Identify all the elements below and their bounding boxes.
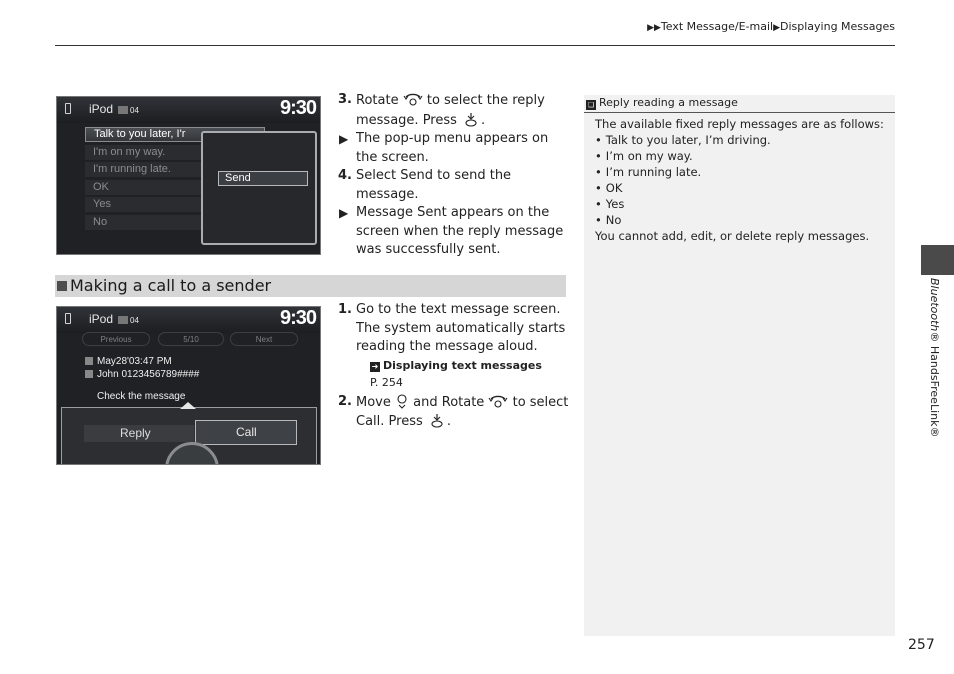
step-text: . [446,414,452,429]
message-body: Check the message [97,391,186,402]
list-item: • Talk to you later, I’m driving. [595,132,895,148]
keyword-send: Send [400,168,433,183]
notes-title: Reply reading a message [599,96,738,109]
step-text: message. Press [356,112,457,128]
chapter-label-rest: ® HandsFreeLink® [928,331,941,438]
result-arrow-icon: ▶ [339,132,349,146]
status-bar [57,97,320,123]
notes-body [584,113,895,244]
xref-title[interactable]: Displaying text messages [383,358,542,372]
expand-arrow-icon [180,402,196,409]
result-text: The pop-up menu appears on the screen. [356,131,549,165]
previous-tab[interactable]: Previous [82,332,150,346]
send-button[interactable]: Send [218,171,308,186]
menu-item-running-late[interactable]: I'm running late. [85,162,265,177]
section-heading [55,275,566,297]
list-item: • No [595,212,895,228]
step-text: and Rotate [413,394,485,410]
keyword-call: Call [356,414,381,429]
message-count: 04 [130,106,139,115]
step-text: . Press [380,414,423,429]
message-counter: 5/10 [158,332,224,346]
steps-reply [338,91,570,260]
send-popup [201,131,317,245]
list-item: • Yes [595,196,895,212]
notes-heading [584,95,895,113]
page-number: 257 [908,637,935,653]
step-3 [338,91,570,130]
notes-intro: The available fixed reply messages are as follows: [595,117,884,131]
menu-item-yes[interactable]: Yes [85,197,265,212]
message-date [85,356,172,367]
step-text: . [481,112,486,128]
message-screen-screenshot [56,306,321,465]
arrow-icon: ▶ [773,23,780,33]
phone-book-icon [85,370,93,378]
header-rule [55,45,895,46]
step-text: to select the reply [426,93,545,108]
status-bar [57,307,320,333]
cross-reference[interactable] [338,357,570,375]
step-text: to send the message. [356,168,512,202]
step-number: 2. [338,393,352,409]
chapter-label-italic: Bluetooth [928,278,941,332]
menu-item-on-my-way[interactable]: I'm on my way. [85,145,265,160]
step-number: 1. [338,302,352,317]
step-1 [338,301,570,357]
reference-arrow-icon: ➜ [371,361,379,371]
reply-button[interactable]: Reply [84,425,194,442]
double-arrow-icon: ▶▶ [647,23,661,33]
step-4-result [338,204,570,260]
xref-page: P. 254 [370,375,403,389]
call-button[interactable]: Call [195,420,297,445]
message-sender [85,369,199,380]
move-selector-icon [395,393,409,409]
step-text: to select [512,394,569,410]
step-2 [338,393,570,432]
rotate-selector-icon [488,393,508,409]
list-item: • I’m running late. [595,164,895,180]
audio-source: iPod [89,312,114,326]
keyword-message-sent: Message Sent [356,205,447,220]
message-badge [118,106,139,115]
step-text: Select [356,168,397,183]
press-selector-icon [461,111,481,127]
step-3-result [338,130,570,167]
next-tab[interactable]: Next [230,332,298,346]
phone-icon [65,313,71,324]
clock: 9:30 [279,97,316,119]
result-text: appears on the screen when the reply message was successfully sent. [356,205,564,257]
message-nav [82,332,318,346]
breadcrumb [647,20,895,33]
list-item: • OK [595,180,895,196]
list-item: • I’m on my way. [595,148,895,164]
section-title: Making a call to a sender [70,276,272,295]
square-bullet-icon [57,281,67,291]
audio-source: iPod [89,102,114,116]
notes-outro: You cannot add, edit, or delete reply messages. [595,229,870,243]
envelope-icon [118,316,128,324]
clock: 9:30 [279,307,316,329]
message-count: 04 [130,316,139,325]
step-number: 4. [338,168,352,183]
envelope-icon [118,106,128,114]
chapter-tab[interactable] [921,245,954,275]
step-4 [338,167,570,204]
breadcrumb-part-2[interactable]: Displaying Messages [780,20,895,33]
phone-icon [65,103,71,114]
step-text: Move [356,394,391,410]
chapter-label [928,278,946,448]
result-arrow-icon: ▶ [339,206,349,220]
menu-item-talk-later[interactable]: Talk to you later, I'r [85,127,265,142]
message-badge [118,316,139,325]
step-text: Go to the text message screen. The system automatically starts reading the message aloud. [356,302,566,354]
breadcrumb-part-1[interactable]: Text Message/E-mail [660,20,774,33]
notes-panel [584,95,895,636]
step-number: 3. [338,92,352,107]
note-marker-icon: ❏ [587,101,595,109]
rotate-selector-icon [403,91,423,107]
sender-text: John 0123456789#### [97,369,200,380]
menu-item-ok[interactable]: OK [85,180,265,195]
step-text: Rotate [356,93,399,108]
calendar-icon [85,357,93,365]
menu-item-no[interactable]: No [85,215,265,230]
date-text: May28'03:47 PM [97,356,172,367]
reply-menu-screenshot [56,96,321,255]
press-selector-icon [427,412,447,428]
steps-call [338,301,570,432]
